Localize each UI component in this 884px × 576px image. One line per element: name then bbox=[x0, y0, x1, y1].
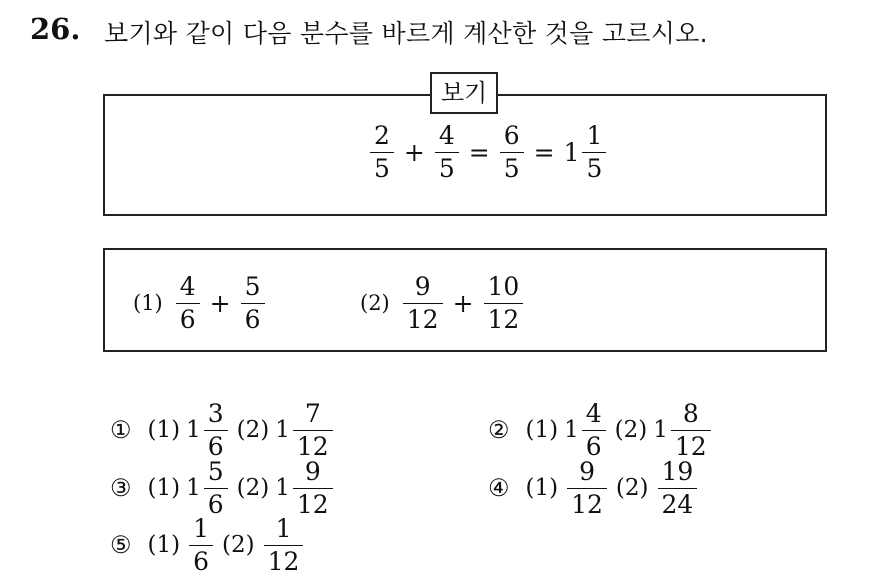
question-text: 보기와 같이 다음 분수를 바르게 계산한 것을 고르시오. bbox=[104, 19, 708, 48]
fraction-bar bbox=[671, 430, 711, 432]
denominator: 12 bbox=[267, 547, 300, 576]
denominator: 6 bbox=[193, 547, 210, 576]
denominator: 12 bbox=[571, 490, 603, 519]
choice-mark: ③ bbox=[110, 474, 132, 503]
numerator: 9 bbox=[414, 272, 431, 301]
part-label: (2) bbox=[222, 532, 255, 559]
numerator: 7 bbox=[304, 399, 321, 428]
fraction-bar bbox=[403, 303, 443, 305]
part-label: (1) bbox=[147, 417, 181, 444]
part-label: (1) bbox=[525, 475, 559, 502]
denominator: 12 bbox=[406, 305, 439, 334]
choice-mark: ④ bbox=[488, 474, 510, 503]
fraction bbox=[176, 273, 200, 334]
denominator: 5 bbox=[374, 154, 390, 183]
question-number: 26. bbox=[30, 12, 81, 46]
choice-1[interactable] bbox=[110, 400, 336, 461]
numerator: 8 bbox=[682, 399, 699, 428]
numerator: 1 bbox=[275, 514, 292, 543]
fraction bbox=[500, 122, 524, 183]
whole-number: 1 bbox=[564, 417, 579, 444]
whole-number: 1 bbox=[653, 417, 668, 444]
part-label: (2) bbox=[236, 417, 270, 444]
fraction bbox=[567, 458, 607, 519]
fraction-bar bbox=[241, 303, 265, 305]
part-label: (2) bbox=[615, 475, 649, 502]
fraction bbox=[370, 122, 394, 183]
fraction-bar bbox=[500, 152, 524, 154]
choice-3[interactable] bbox=[110, 458, 336, 519]
fraction-bar bbox=[176, 303, 200, 305]
example-expression bbox=[367, 122, 609, 183]
denominator: 12 bbox=[296, 432, 329, 461]
numerator: 5 bbox=[244, 272, 261, 301]
choice-2[interactable] bbox=[488, 400, 714, 461]
choice-5[interactable] bbox=[110, 515, 306, 576]
denominator: 6 bbox=[585, 432, 602, 461]
fraction-bar bbox=[567, 488, 607, 490]
whole-number: 1 bbox=[186, 475, 201, 502]
numerator: 10 bbox=[487, 272, 520, 301]
denominator: 12 bbox=[487, 305, 520, 334]
fraction bbox=[241, 273, 265, 334]
fraction-bar bbox=[293, 430, 333, 432]
problem-box bbox=[103, 248, 827, 352]
denominator: 5 bbox=[438, 154, 455, 183]
fraction-bar bbox=[264, 545, 304, 547]
problem-label: (1) bbox=[133, 291, 163, 316]
numerator: 6 bbox=[503, 121, 520, 150]
fraction-bar bbox=[189, 545, 213, 547]
operator: + bbox=[403, 137, 425, 167]
numerator: 4 bbox=[179, 272, 196, 301]
fraction bbox=[264, 515, 304, 576]
denominator: 6 bbox=[179, 305, 196, 334]
fraction bbox=[671, 400, 711, 461]
fraction bbox=[293, 458, 333, 519]
fraction bbox=[582, 122, 606, 183]
fraction-bar bbox=[435, 152, 459, 154]
numerator: 1 bbox=[193, 514, 210, 543]
part-label: (2) bbox=[614, 417, 648, 444]
numerator: 3 bbox=[207, 399, 224, 428]
equals-sign: = bbox=[533, 137, 555, 167]
choice-mark: ⑤ bbox=[110, 531, 132, 560]
operator: + bbox=[209, 288, 231, 318]
numerator: 9 bbox=[579, 457, 595, 486]
fraction bbox=[435, 122, 459, 183]
fraction-bar bbox=[293, 488, 333, 490]
whole-number: 1 bbox=[186, 417, 201, 444]
numerator: 9 bbox=[304, 457, 321, 486]
fraction bbox=[293, 400, 333, 461]
problem-label: (2) bbox=[360, 291, 390, 316]
part-label: (2) bbox=[236, 475, 270, 502]
numerator: 4 bbox=[438, 121, 455, 150]
fraction bbox=[484, 273, 524, 334]
denominator: 12 bbox=[674, 432, 707, 461]
denominator: 6 bbox=[207, 490, 224, 519]
example-tag: 보기 bbox=[430, 72, 498, 114]
fraction bbox=[582, 400, 606, 461]
part-label: (1) bbox=[525, 417, 559, 444]
fraction-bar bbox=[204, 430, 228, 432]
denominator: 12 bbox=[296, 490, 329, 519]
whole-number: 1 bbox=[275, 475, 290, 502]
fraction bbox=[189, 515, 213, 576]
whole-number: 1 bbox=[275, 417, 290, 444]
fraction bbox=[204, 400, 228, 461]
problem-1 bbox=[133, 273, 268, 334]
denominator: 5 bbox=[503, 154, 520, 183]
fraction-bar bbox=[204, 488, 228, 490]
numerator: 1 bbox=[586, 121, 603, 150]
numerator: 2 bbox=[374, 121, 390, 150]
equals-sign: = bbox=[468, 137, 490, 167]
denominator: 5 bbox=[586, 154, 603, 183]
fraction-bar bbox=[582, 152, 606, 154]
fraction-bar bbox=[484, 303, 524, 305]
fraction-bar bbox=[582, 430, 606, 432]
fraction-bar bbox=[658, 488, 698, 490]
denominator: 6 bbox=[207, 432, 224, 461]
denominator: 6 bbox=[244, 305, 261, 334]
choice-mark: ② bbox=[488, 416, 510, 445]
numerator: 4 bbox=[585, 399, 602, 428]
choice-mark: ① bbox=[110, 416, 132, 445]
problem-2 bbox=[360, 273, 526, 334]
choice-4[interactable] bbox=[488, 458, 700, 519]
operator: + bbox=[452, 288, 474, 318]
fraction bbox=[658, 458, 698, 519]
fraction bbox=[403, 273, 443, 334]
numerator: 19 bbox=[661, 457, 694, 486]
part-label: (1) bbox=[147, 475, 181, 502]
numerator: 5 bbox=[207, 457, 224, 486]
fraction-bar bbox=[370, 152, 394, 154]
denominator: 24 bbox=[661, 490, 694, 519]
whole-number: 1 bbox=[563, 137, 580, 167]
part-label: (1) bbox=[147, 532, 181, 559]
fraction bbox=[204, 458, 228, 519]
